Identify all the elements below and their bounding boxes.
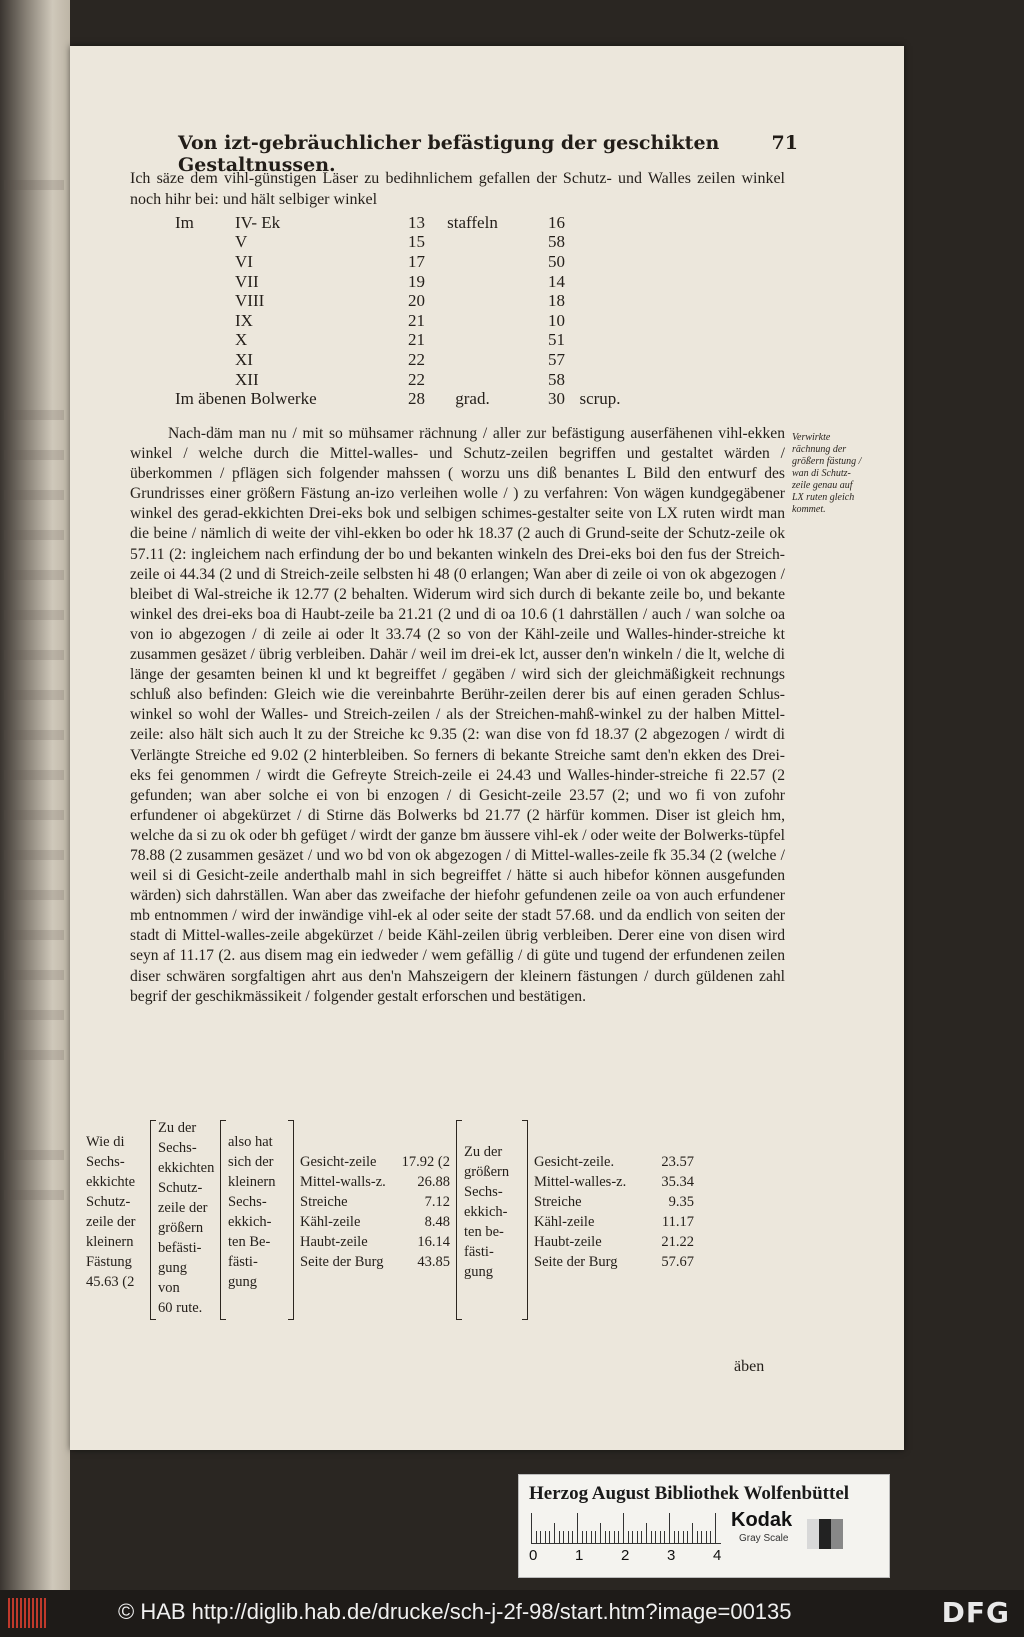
ruler-tick: [641, 1531, 642, 1543]
angle-cell-unit2: scrup.: [579, 389, 621, 409]
ruler-tick: [595, 1531, 596, 1543]
table-line: 60 rute.: [158, 1300, 203, 1316]
col-small-fortress-text: [86, 1132, 148, 1292]
value-number: 16.14: [417, 1234, 450, 1250]
angle-cell-label: Im: [175, 212, 194, 232]
table-line: Fästung: [86, 1254, 132, 1270]
angle-cell-min: 18: [548, 291, 565, 311]
table-line: Zu der: [158, 1120, 197, 1136]
angle-row: [175, 233, 695, 253]
angle-row: [175, 331, 695, 351]
ruler-tick: [706, 1531, 707, 1543]
value-label: Haubt-zeile: [534, 1234, 602, 1250]
angle-row: [175, 311, 695, 331]
col-ratio-text: [228, 1132, 286, 1292]
ruler-tick: [701, 1531, 702, 1543]
catchword: äben: [734, 1358, 765, 1375]
value-number: 9.35: [668, 1194, 694, 1210]
ruler-tick: [582, 1531, 583, 1543]
value-number: 57.67: [661, 1254, 694, 1270]
angle-row: [175, 389, 695, 409]
value-number: 7.12: [424, 1194, 450, 1210]
ruler-tick: [554, 1523, 555, 1543]
ruler-tick: [692, 1523, 693, 1543]
angle-cell-polygon: VII: [235, 271, 259, 291]
angle-row: [175, 350, 695, 370]
bracket: [220, 1120, 226, 1320]
copyright-link[interactable]: © HAB http://diglib.hab.de/drucke/sch-j-2f-98/start.htm?image=00135: [118, 1599, 792, 1624]
ruler-tick: [674, 1531, 675, 1543]
angle-cell-polygon: IX: [235, 310, 253, 330]
angle-row: [175, 370, 695, 390]
table-line: Schutz-: [158, 1180, 203, 1196]
ruler-tick: [618, 1531, 619, 1543]
ruler-tick: [577, 1513, 578, 1543]
ruler-tick: [710, 1531, 711, 1543]
large-values: [534, 1152, 694, 1272]
header-title: Von izt-gebräuchlicher befästigung der geschikten Gestaltnussen.: [178, 132, 720, 176]
angle-cell-polygon: V: [235, 232, 248, 252]
angle-cell-polygon: IV- Ek: [235, 212, 281, 232]
angle-cell-min: 14: [548, 271, 565, 291]
table-line: ekkich-: [228, 1214, 272, 1230]
table-line: zeile der: [158, 1200, 208, 1216]
table-line: Sechs-: [86, 1154, 125, 1170]
table-line: von: [158, 1280, 180, 1296]
angle-row: [175, 291, 695, 311]
ruler-tick: [563, 1531, 564, 1543]
value-number: 8.48: [424, 1214, 450, 1230]
table-line: ten be-: [464, 1224, 504, 1240]
value-row: [534, 1172, 694, 1192]
value-number: 21.22: [661, 1234, 694, 1250]
angle-cell-min: 16: [548, 212, 565, 232]
ruler-number: 4: [713, 1547, 722, 1564]
angle-cell-polygon: VI: [235, 251, 253, 271]
ruler-tick: [637, 1531, 638, 1543]
value-label: Kähl-zeile: [534, 1214, 595, 1230]
ruler-tick: [632, 1531, 633, 1543]
bracket: [456, 1120, 462, 1320]
black-swatch: [819, 1519, 831, 1549]
value-number: 23.57: [661, 1154, 694, 1170]
table-line: kleinern: [86, 1234, 134, 1250]
previous-page-edge: [0, 0, 70, 1590]
angle-cell-deg: 20: [408, 291, 425, 311]
ruler-number: 0: [529, 1547, 538, 1564]
angle-cell-min: 50: [548, 251, 565, 271]
table-line: Sechs-: [158, 1140, 197, 1156]
angle-cell-polygon: X: [235, 330, 248, 350]
value-number: 43.85: [417, 1254, 450, 1270]
angle-cell-deg: 17: [408, 251, 425, 271]
kodak-logo: Kodak: [731, 1509, 793, 1531]
ruler-tick: [545, 1531, 546, 1543]
table-line: 45.63 (2: [86, 1274, 135, 1290]
ruler-tick: [669, 1513, 670, 1543]
angle-row: [175, 213, 695, 233]
angle-cell-min: 30: [548, 389, 565, 409]
angle-cell-deg: 28: [408, 389, 425, 409]
value-row: [534, 1152, 694, 1172]
book-page: [70, 46, 904, 1450]
ruler-tick: [609, 1531, 610, 1543]
angle-cell-min: 58: [548, 369, 565, 389]
angle-cell-min: 58: [548, 232, 565, 252]
value-number: 35.34: [661, 1174, 694, 1190]
value-row: [300, 1212, 450, 1232]
gray-swatch: [831, 1519, 843, 1549]
table-line: Schutz-: [86, 1194, 131, 1210]
hab-logo-icon: [8, 1598, 46, 1628]
col-large-fortress-text: [158, 1118, 218, 1318]
value-number: 11.17: [661, 1214, 694, 1230]
ruler-tick: [605, 1531, 606, 1543]
value-label: Mittel-walles-z.: [534, 1174, 627, 1190]
table-line: zeile der: [86, 1214, 136, 1230]
small-values: [300, 1152, 450, 1272]
angle-cell-deg: 13: [408, 212, 425, 232]
ruler-tick: [697, 1531, 698, 1543]
ruler-tick: [646, 1523, 647, 1543]
table-line: also hat: [228, 1134, 273, 1150]
ruler-tick: [586, 1531, 587, 1543]
value-row: [534, 1192, 694, 1212]
table-line: Sechs-: [464, 1184, 503, 1200]
value-label: Seite der Burg: [534, 1254, 618, 1270]
value-row: [300, 1252, 450, 1272]
value-label: Haubt-zeile: [300, 1234, 368, 1250]
value-label: Gesicht-zeile: [300, 1154, 377, 1170]
table-line: größern: [158, 1220, 204, 1236]
angle-cell-deg: 22: [408, 369, 425, 389]
angle-cell-min: 10: [548, 310, 565, 330]
ruler-tick: [600, 1523, 601, 1543]
intro-text: Ich säze dem vihl-günstigen Läser zu bedihnlichem gefallen der Schutz- und Walles zeilen winkel noch hihr bei: und hält selbiger winkel: [130, 170, 785, 208]
value-row: [300, 1192, 450, 1212]
bracket: [288, 1120, 294, 1320]
proportion-table: [86, 1118, 786, 1318]
value-label: Gesicht-zeile.: [534, 1154, 615, 1170]
ruler-tick: [568, 1531, 569, 1543]
ruler-tick: [614, 1531, 615, 1543]
angle-cell-label: Im äbenen Bolwerke: [175, 389, 317, 409]
angle-cell-deg: 21: [408, 330, 425, 350]
ruler-tick: [559, 1531, 560, 1543]
ruler-tick: [591, 1531, 592, 1543]
value-label: Seite der Burg: [300, 1254, 384, 1270]
ruler-tick: [536, 1531, 537, 1543]
table-line: fästi-: [464, 1244, 494, 1260]
value-label: Streiche: [534, 1194, 582, 1210]
table-line: sich der: [228, 1154, 274, 1170]
ruler-tick: [687, 1531, 688, 1543]
value-label: Streiche: [300, 1194, 348, 1210]
value-row: [300, 1172, 450, 1192]
ruler-number: 2: [621, 1547, 630, 1564]
table-line: ekkichten: [158, 1160, 215, 1176]
angle-cell-min: 51: [548, 330, 565, 350]
page-number: 71: [771, 132, 798, 154]
value-row: [300, 1152, 450, 1172]
angle-cell-deg: 21: [408, 310, 425, 330]
angle-table: [175, 213, 695, 409]
ruler-tick: [651, 1531, 652, 1543]
angle-cell-unit: staffeln: [447, 212, 498, 232]
table-line: ekkich-: [464, 1204, 508, 1220]
ruler-scale: [531, 1513, 721, 1544]
value-row: [534, 1252, 694, 1272]
table-line: größern: [464, 1164, 510, 1180]
angle-row: [175, 252, 695, 272]
dfg-logo: DFG: [941, 1596, 1010, 1629]
value-number: 17.92 (2: [401, 1154, 450, 1170]
ruler-tick: [655, 1531, 656, 1543]
table-line: fästi-: [228, 1254, 258, 1270]
angle-cell-deg: 19: [408, 271, 425, 291]
value-label: Kähl-zeile: [300, 1214, 361, 1230]
table-line: gung: [158, 1260, 187, 1276]
angle-cell-polygon: XII: [235, 369, 259, 389]
gray-scale-label: Gray Scale: [739, 1533, 789, 1544]
ruler-tick: [715, 1513, 716, 1543]
ruler-number: 1: [575, 1547, 584, 1564]
table-line: Zu der: [464, 1144, 503, 1160]
value-label: Mittel-walls-z.: [300, 1174, 386, 1190]
table-line: ten Be-: [228, 1234, 271, 1250]
angle-row: [175, 272, 695, 292]
angle-cell-polygon: VIII: [235, 291, 265, 311]
viewer-footer: [0, 1590, 1024, 1637]
ruler-tick: [549, 1531, 550, 1543]
table-line: befästi-: [158, 1240, 202, 1256]
table-line: Wie di: [86, 1134, 125, 1150]
bracket: [522, 1120, 528, 1320]
angle-cell-unit: grad.: [455, 389, 490, 409]
library-name: Herzog August Bibliothek Wolfenbüttel: [529, 1483, 850, 1504]
table-line: gung: [228, 1274, 257, 1290]
bracket: [150, 1120, 156, 1320]
col-larger-text: [464, 1142, 519, 1282]
angle-cell-deg: 22: [408, 349, 425, 369]
table-line: ekkichte: [86, 1174, 136, 1190]
angle-cell-min: 57: [548, 349, 565, 369]
angle-cell-deg: 15: [408, 232, 425, 252]
ruler-tick: [678, 1531, 679, 1543]
ruler-tick: [664, 1531, 665, 1543]
table-line: gung: [464, 1264, 493, 1280]
main-paragraph: Nach-däm man nu / mit so mühsamer rächnung / aller zur befästigung auserfähenen vihl-ekken winkel / welche durch die Mittel-walles- und Schutz-zeilen begriffen und gestaltet wärden / überkommen / pflägen sich folgender mahssen ( worzu uns diß benantes L Bild den entwurf des Grundrisses einer größern Fästung an-izo verleihen wolle / ) zu verfahren: Von wägen kundgegäbener winkel des gerad-ekkichten Drei-eks bok und selbigen schimes-gestalter seite von LX ruten wirdt man die beine / nämlich di weite der vihl-ekken bo oder hk 18.37 (2 auch di Grund-seite der Schutz-zeile ok 57.11 (2: ingleichem nach erfindung der bo und bekanten winkeln des Drei-eks boi den fus der Streich-zeile oi 44.34 (2 und di Streich-zeile selbsten hi 48 (0 erlangen; Wan aber di zeile oi von ok abgezogen / bleibet di Wal-streiche ik 12.77 (2 behalten. Widerum wird sich durch di bekante zeile bo, und bekante winkel des drei-eks boa di Haubt-zeile ba 21.21 (2 und di oa 10.6 (1 dahrställen / auch / wan solche oa von io abgezogen / di zeile ai oder lt 33.74 (2 so von der Kähl-zeile und Walles-hinder-streiche kt zusammen gesäzet / übrig verbleiben. Dahär / weil im drei-ek lct, ausser den'n winkeln / die lt, welche di länge der gesamten beinen kl und kt begreiffet / gegäben / wird sich der gleichmäßigkeit rechnungs schluß also befinden: Gleich wie die vereinbahrte Berühr-zeilen derer bis auf einen geraden Schlus-winkel so wohl der Walles- und Streich-zeilen / als der Streichen-mahß-winkel zu der halben Mittel-zeile: also hält sich auch lt zu der Streiche kc 9.35 (2: wan dise von fd 18.37 (2 abgezogen / wirdt di Verlängte Streiche ed 9.02 (2 hinterbleiben. So ferners di bekante Streiche samt den'n ekken des Drei-eks fei genommen / wirdt die Gefreyte Streich-zeile ei 24.43 und Walles-hinder-streiche fi 22.57 (2 gefunden; wan aber solche ei von bi enzogen / di Gesicht-zeile 23.57 (2; und wo fi von zufohr erfundener oi abgekürzet / di Stirne däs Bolwerks bd 21.77 (2 härfür kommen. Diser ist gleich hm, welche da si zu ok oder bh gefüget / wirdt der ganze bm äussere vihl-ek / oder weite der Bolwerks-tüpfel 78.88 (2 zusammen gesäzet / und wo bd von ok abgezogen / di Mittel-walles-zeile fk 35.34 (2 (welche / weil si di Gesicht-zeile anderthalb mahl in sich begreiffet / hätte si auch hibefor können ausgefunden wärden) sich dahrställen. Wan aber das zweifache der hiefohr gefundenen zeile oa von auch erfundener mb entnommen / wird der inwändige vihl-ek al oder seite der stadt 57.68. und da endlich von seiten der stadt di Mittel-walles-zeile abgekürzet / beide Kähl-zeilen übrig verbleiben. Derer eine von disen wird seyn af 11.17 (2. aus disem mag ein iedweder / wem gefällig / di güte und tugend der erfundenen zeilen diser schwären sorgfaltigen ahrt aus den'n Mahszeigern der kleinern fästungen / durch güldenen zahl begrif der geschikmässikeit / folgender gestalt erforschen und bestätigen.: [130, 425, 785, 1005]
value-row: [534, 1232, 694, 1252]
ruler-tick: [628, 1531, 629, 1543]
table-line: kleinern: [228, 1174, 276, 1190]
ruler-tick: [660, 1531, 661, 1543]
ruler-tick: [531, 1513, 532, 1543]
table-line: Sechs-: [228, 1194, 267, 1210]
ruler-tick: [683, 1531, 684, 1543]
angle-cell-polygon: XI: [235, 349, 253, 369]
ruler-number: 3: [667, 1547, 676, 1564]
ruler-tick: [540, 1531, 541, 1543]
ruler-tick: [623, 1513, 624, 1543]
value-row: [300, 1232, 450, 1252]
value-number: 26.88: [417, 1174, 450, 1190]
value-row: [534, 1212, 694, 1232]
margin-note: Verwirkte rächnung der größern fästung / wan di Schutz-zeile genau auf LX ruten gleich kommet.: [792, 432, 862, 515]
ruler-tick: [572, 1531, 573, 1543]
library-stamp: [518, 1474, 890, 1578]
gray-swatch: [807, 1519, 819, 1549]
